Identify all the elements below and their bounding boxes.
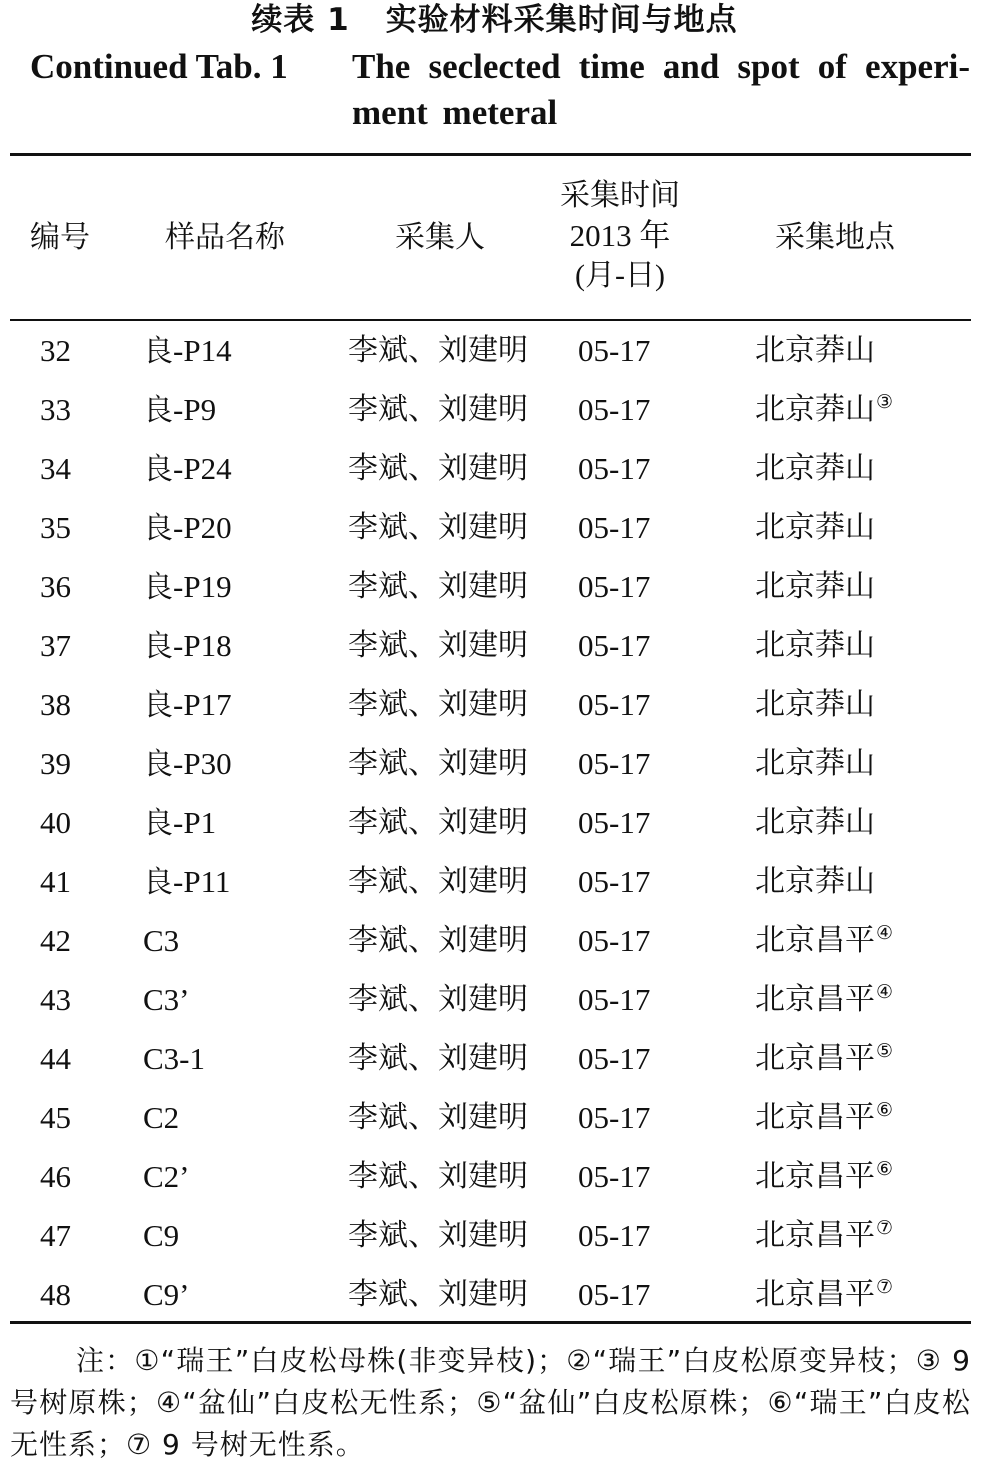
cell-number: 39 [40,746,71,781]
table-row [0,1269,989,1328]
cell-sample-name [143,862,230,903]
location-text: 北京昌平 [755,982,875,1017]
location-text: 北京莽山 [755,569,875,604]
cell-date: 05-17 [578,1218,651,1253]
location-text: 北京昌平 [755,1277,875,1312]
table-bottom-rule [10,1321,971,1324]
sample-prefix: 良 [143,393,173,428]
location-text: 北京昌平 [755,1100,875,1135]
cell-date: 05-17 [578,746,651,781]
cell-date: 05-17 [578,1277,651,1312]
cell-collector: 李斌、刘建明 [348,1218,528,1253]
cell-date: 05-17 [578,628,651,663]
location-text: 北京莽山 [755,687,875,722]
sample-prefix: 良 [143,806,173,841]
cell-date: 05-17 [578,451,651,486]
footnote-mark: ⑥ [876,1158,894,1180]
cell-location [755,921,893,961]
location-text: 北京莽山 [755,864,875,899]
cell-sample-name [143,1098,179,1139]
location-text: 北京莽山 [755,451,875,486]
header-collector: 采集人 [395,220,485,255]
cell-date: 05-17 [578,1159,651,1194]
cell-date: 05-17 [578,687,651,722]
location-text: 北京莽山 [755,805,875,840]
cell-number: 43 [40,982,71,1017]
cell-number: 45 [40,1100,71,1135]
cell-collector: 李斌、刘建明 [348,1041,528,1076]
table-row [0,679,989,738]
cell-sample-name [143,567,232,608]
cell-sample-name [143,921,179,962]
cell-collector: 李斌、刘建明 [348,451,528,486]
cell-date: 05-17 [578,982,651,1017]
cell-sample-name [143,626,232,667]
location-text: 北京昌平 [755,923,875,958]
table-row [0,974,989,1033]
cell-number: 48 [40,1277,71,1312]
sample-code: C2’ [143,1159,190,1194]
sample-code: C3 [143,923,180,958]
cell-sample-name [143,331,232,372]
cell-collector: 李斌、刘建明 [348,1100,528,1135]
cell-location [755,744,876,784]
sample-code: -P19 [173,569,232,604]
sample-prefix: 良 [143,865,173,900]
sample-prefix: 良 [143,747,173,782]
table-body [0,325,989,1328]
cell-collector: 李斌、刘建明 [348,687,528,722]
cell-location [755,1216,893,1256]
footnote-mark: ⑦ [876,1276,894,1298]
sample-prefix: 良 [143,570,173,605]
cell-location [755,626,876,666]
table-row [0,561,989,620]
location-text: 北京昌平 [755,1218,875,1253]
sample-code: -P20 [173,510,232,545]
sample-code: C3’ [143,982,190,1017]
cell-number: 40 [40,805,71,840]
cell-location [755,1275,893,1315]
cell-location [755,862,876,902]
cell-location [755,390,893,430]
cell-number: 47 [40,1218,71,1253]
table-row [0,797,989,856]
header-number: 编号 [30,220,90,255]
header-time-line1: 采集时间 [560,178,680,213]
cell-location [755,331,876,371]
cell-collector: 李斌、刘建明 [348,333,528,368]
cell-location [755,803,876,843]
location-text: 北京昌平 [755,1041,875,1076]
cell-sample-name [143,744,232,785]
table-row [0,502,989,561]
cell-date: 05-17 [578,923,651,958]
table-row [0,1033,989,1092]
table-note: 注：①“瑞王”白皮松母株(非变异枝)；②“瑞王”白皮松原变异枝；③ 9 号树原株；④“盆仙”白皮松无性系；⑤“盆仙”白皮松原株；⑥“瑞王”白皮松无性系；⑦ 9 号树无性系。 [10,1344,971,1461]
table-header-rule [10,319,971,321]
cell-location [755,1157,893,1197]
cell-number: 36 [40,569,71,604]
sample-prefix: 良 [143,688,173,723]
location-text: 北京莽山 [755,392,875,427]
table-title-cn [0,0,989,40]
table-row [0,856,989,915]
cell-date: 05-17 [578,569,651,604]
cell-sample-name [143,508,232,549]
table-row [0,1151,989,1210]
cell-date: 05-17 [578,392,651,427]
cell-location [755,508,876,548]
location-text: 北京昌平 [755,1159,875,1194]
footnote-mark: ④ [876,922,894,944]
cell-sample-name [143,1216,179,1257]
cell-sample-name [143,1157,190,1198]
table-caption-cn: 实验材料采集时间与地点 [385,2,738,38]
cell-sample-name [143,1039,205,1080]
sample-code: C2 [143,1100,180,1135]
table-row [0,1210,989,1269]
footnote-mark: ③ [876,391,894,413]
sample-prefix: 良 [143,629,173,664]
cell-number: 33 [40,392,71,427]
cell-number: 34 [40,451,71,486]
cell-sample-name [143,685,232,726]
cell-number: 37 [40,628,71,663]
cell-collector: 李斌、刘建明 [348,510,528,545]
sample-code: -P30 [173,746,232,781]
header-time-line3: (月-日) [575,259,665,292]
location-text: 北京莽山 [755,510,875,545]
table-row [0,384,989,443]
cell-date: 05-17 [578,333,651,368]
cell-number: 35 [40,510,71,545]
location-text: 北京莽山 [755,333,875,368]
sample-code: -P18 [173,628,232,663]
table-row [0,620,989,679]
location-text: 北京莽山 [755,746,875,781]
sample-code: -P14 [173,333,232,368]
header-time-line2: 2013 年 [569,218,671,253]
header-location: 采集地点 [775,220,895,255]
cell-number: 38 [40,687,71,722]
sample-code: C3-1 [143,1041,205,1076]
cell-date: 05-17 [578,510,651,545]
cell-sample-name [143,980,190,1021]
footnote-mark: ⑥ [876,1099,894,1121]
sample-prefix: 良 [143,334,173,369]
cell-date: 05-17 [578,864,651,899]
table-row [0,738,989,797]
sample-code: C9 [143,1218,180,1253]
table-top-rule [10,153,971,156]
sample-prefix: 良 [143,452,173,487]
location-text: 北京莽山 [755,628,875,663]
sample-code: -P24 [173,451,232,486]
cell-number: 44 [40,1041,71,1076]
cell-location [755,1098,893,1138]
cell-number: 32 [40,333,71,368]
sample-code: -P11 [173,864,231,899]
footnote-mark: ④ [876,981,894,1003]
table-row [0,443,989,502]
cell-collector: 李斌、刘建明 [348,1159,528,1194]
sample-code: -P1 [173,805,217,840]
sample-code: -P9 [173,392,217,427]
table-label-en: Continued Tab. 1 [30,47,288,86]
header-sample-name: 样品名称 [165,220,285,255]
cell-location [755,685,876,725]
cell-sample-name [143,803,216,844]
cell-collector: 李斌、刘建明 [348,569,528,604]
cell-location [755,567,876,607]
cell-date: 05-17 [578,805,651,840]
cell-sample-name [143,390,216,431]
cell-sample-name [143,1275,190,1316]
cell-collector: 李斌、刘建明 [348,746,528,781]
cell-number: 42 [40,923,71,958]
cell-location [755,980,893,1020]
cell-collector: 李斌、刘建明 [348,805,528,840]
cell-collector: 李斌、刘建明 [348,392,528,427]
sample-prefix: 良 [143,511,173,546]
cell-number: 46 [40,1159,71,1194]
table-caption-en: The seclected time and spot of experi-ment meteral [352,47,970,132]
header-collection-time [530,176,710,296]
cell-sample-name [143,449,232,490]
cell-location [755,449,876,489]
cell-collector: 李斌、刘建明 [348,923,528,958]
cell-collector: 李斌、刘建明 [348,1277,528,1312]
cell-collector: 李斌、刘建明 [348,628,528,663]
cell-collector: 李斌、刘建明 [348,982,528,1017]
sample-code: -P17 [173,687,232,722]
cell-location [755,1039,893,1079]
footnote-mark: ⑦ [876,1217,894,1239]
table-row [0,915,989,974]
cell-date: 05-17 [578,1041,651,1076]
cell-date: 05-17 [578,1100,651,1135]
cell-number: 41 [40,864,71,899]
sample-code: C9’ [143,1277,190,1312]
table-label-cn: 续表 1 [251,2,350,38]
table-row [0,325,989,384]
table-row [0,1092,989,1151]
cell-collector: 李斌、刘建明 [348,864,528,899]
footnote-mark: ⑤ [876,1040,894,1062]
